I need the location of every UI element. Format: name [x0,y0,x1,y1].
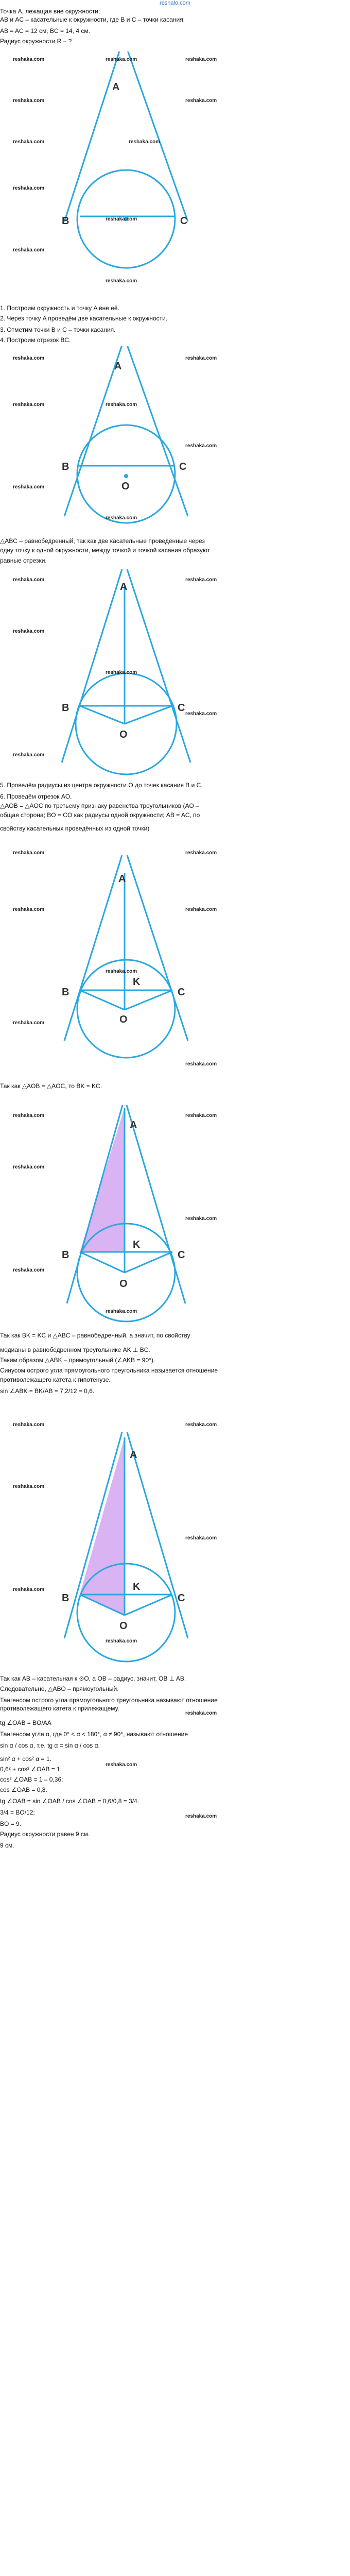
right-triangle-abo: Следовательно, △ABO – прямоугольный. [0,1685,119,1692]
watermark: reshaka.com [106,1638,137,1644]
median-note-1: Так как BK = KC и △ABC – равнобедренный, а значит, по свойству [0,1332,190,1339]
tangent-ac-line [127,1432,188,1638]
watermark: reshaka.com [13,139,45,145]
label-c: C [178,1249,185,1261]
tangent-ab-line [64,855,122,1041]
label-b: B [62,1592,69,1604]
watermark: reshaka.com [106,1309,137,1314]
sine-definition-2: противолежащего катета к гипотенузе. [0,1376,111,1383]
bk-equals-kc: Так как △AOB = △AOC, то BK = KC. [0,1082,102,1090]
tangent-ac-line [127,855,188,1041]
step-4: 4. Построим отрезок BC. [0,336,71,344]
figure-3 [0,567,350,778]
isosceles-note-3: равные отрезки. [0,557,47,564]
watermark: reshaka.com [106,670,137,675]
watermark: reshaka.com [106,1762,137,1768]
label-o: O [119,1278,128,1290]
label-c: C [179,461,187,472]
step-3: 3. Отметим точки B и C – точки касания. [0,326,116,333]
radius-oc [125,706,172,724]
tangent-ab-line [62,569,122,762]
label-o: O [121,481,130,492]
watermark: reshaka.com [13,185,45,191]
label-b: B [62,1249,69,1261]
label-a: A [112,81,120,93]
figure-5 [0,1097,350,1324]
radius-oc [125,1252,172,1273]
radius-ob [80,990,125,1010]
pythagorean-identity: sin² α + cos² α = 1. [0,1755,51,1762]
tangent-definition-1: Тангенсом острого угла прямоугольного треугольника называют отношение [0,1697,218,1704]
sine-calculation: sin ∠ABK = BK/AB = 7,2/12 = 0,6. [0,1387,95,1395]
watermark: reshaka.com [185,98,217,104]
watermark: reshaka.com [185,1113,217,1118]
isosceles-note-1: △ABC – равнобедренный, так как две касательные проведённые через [0,537,205,545]
watermark: reshaka.com [13,850,45,856]
label-a: A [118,873,126,885]
tg-oab: tg ∠OAB = BO/AA [0,1719,51,1726]
step-5: 5. Проведём радиусы из центра окружности O до точек касания B и C. [0,782,203,789]
median-note-2: медианы в равнобедренном треугольнике AK ⊥ BC. [0,1346,150,1353]
watermark: reshaka.com [185,711,217,717]
label-a: A [130,1449,137,1461]
tangent-ac-line [126,52,188,222]
watermark: reshaka.com [129,139,161,145]
watermark: reshaka.com [106,57,137,62]
radius-oc [125,990,172,1010]
tangent-ac-line [127,569,190,762]
watermark: reshaka.com [13,57,45,62]
label-b: B [62,215,69,227]
tangent-definition-2: противолежащего катета к прилежащему. [0,1705,119,1712]
label-k: K [133,1581,141,1592]
watermark: reshaka.com [13,98,45,104]
circle [77,1564,175,1662]
radius-ob [80,706,125,724]
label-b: B [62,461,69,472]
watermark: reshaka.com [13,752,45,758]
label-c: C [178,702,185,714]
tangent-radius-perp: Так как AB – касательная к ⊙O, а OB – радиус, значит, OB ⊥ AB. [0,1675,186,1682]
watermark: reshaka.com [106,278,137,284]
radius-oc [125,1595,172,1615]
calc-step-1: 0,6² + cos² ∠OAB = 1; [0,1766,62,1773]
step-6: 6. Проведём отрезок AO. [0,793,72,800]
watermark: reshaka.com [185,1814,217,1819]
congruence-1: △AOB = △AOC по третьему признаку равенства треугольников (AO – [0,802,199,809]
step-1: 1. Построим окружность и точку A вне её. [0,304,119,312]
figure-4 [0,840,350,1077]
watermark: reshaka.com [185,57,217,62]
watermark: reshaka.com [106,216,137,222]
watermark: reshaka.com [185,907,217,912]
center-point [124,474,128,478]
watermark: reshaka.com [13,907,45,912]
label-o: O [119,1014,128,1025]
label-a: A [130,1120,137,1131]
watermark: reshaka.com [185,355,217,361]
watermark: reshaka.com [13,1587,45,1592]
watermark: reshaka.com [185,1061,217,1067]
radius-ob [80,1252,125,1273]
label-c: C [178,1592,185,1604]
watermark: reshaka.com [13,577,45,583]
given-tangents: AB и AC – касательные к окружности, где B и C – точки касания; [0,16,185,23]
watermark: reshaka.com [13,1484,45,1489]
tg-formula: sin α / cos α, т.е. tg α = sin α / cos α. [0,1742,100,1749]
watermark: reshaka.com [13,247,45,253]
watermark: reshaka.com [185,1535,217,1541]
calc-step-4: tg ∠OAB = sin ∠OAB / cos ∠OAB = 0,6/0,8 = 3/4. [0,1798,139,1805]
watermark: reshaka.com [13,355,45,361]
watermark: reshaka.com [13,402,45,408]
label-c: C [178,987,185,998]
figure-1 [0,52,350,294]
watermark: reshaka.com [185,1710,217,1716]
watermark: reshaka.com [13,1422,45,1428]
find-radius: Радиус окружности R – ? [0,38,72,45]
calc-step-5: 3/4 = BO/12; [0,1809,35,1816]
watermark: reshaka.com [106,969,137,974]
label-k: K [133,976,141,988]
tangent-ab-line [64,52,121,222]
label-a: A [120,581,128,592]
watermark: reshaka.com [185,1216,217,1222]
congruence-3: свойству касательных проведённых из одной точки) [0,825,150,832]
watermark: reshaka.com [185,1422,217,1428]
tg-angle-definition: Тангенсом угла α, где 0° < α < 180°, α ≠ 90°, называют отношение [0,1731,188,1738]
congruence-2: общая сторона; BO = CO как радиусы одной окружности; AB = AC, по [0,811,200,819]
tangent-ac-line [127,1105,185,1303]
calc-step-3: cos ∠OAB = 0,8. [0,1786,47,1793]
label-o: O [119,729,128,740]
highlighted-triangle-abo [80,1437,125,1615]
watermark: reshaka.com [185,577,217,583]
watermark: reshaka.com [185,443,217,449]
isosceles-note-2: одну точку к одной окружности, между точкой и точкой касания образуют [0,547,211,554]
watermark: reshaka.com [13,629,45,634]
watermark: reshaka.com [106,515,137,521]
right-triangle-abk: Таким образом △ABK – прямоугольный (∠AKB = 90°). [0,1357,155,1364]
figure-2 [0,346,350,537]
final-answer: 9 см. [0,1842,14,1849]
site-header[interactable]: reshalo.com [160,0,190,6]
watermark: reshaka.com [13,484,45,490]
watermark: reshaka.com [13,1020,45,1026]
watermark: reshaka.com [106,402,137,408]
radius-conclusion: Радиус окружности равен 9 см. [0,1831,90,1838]
watermark: reshaka.com [13,1164,45,1170]
label-c: C [180,215,188,227]
label-b: B [62,987,69,998]
calc-step-2: cos² ∠OAB = 1 – 0,36; [0,1776,63,1783]
label-o: O [119,1620,128,1632]
given-point-a: Точка A, лежащая вне окружности; [0,8,100,15]
figure-6 [0,1412,350,1669]
label-k: K [133,1239,141,1250]
watermark: reshaka.com [185,850,217,856]
calc-step-6: BO = 9. [0,1820,22,1827]
step-2: 2. Через точку A проведём две касательные к окружности. [0,315,168,322]
watermark: reshaka.com [13,1267,45,1273]
sine-definition-1: Синусом острого угла прямоугольного треугольника называется отношение [0,1367,218,1374]
watermark: reshaka.com [13,1113,45,1118]
label-a: A [114,361,122,372]
label-b: B [62,702,69,714]
tangent-ac-line [127,346,188,516]
given-lengths: AB = AC = 12 см, BC = 14, 4 см. [0,27,90,35]
